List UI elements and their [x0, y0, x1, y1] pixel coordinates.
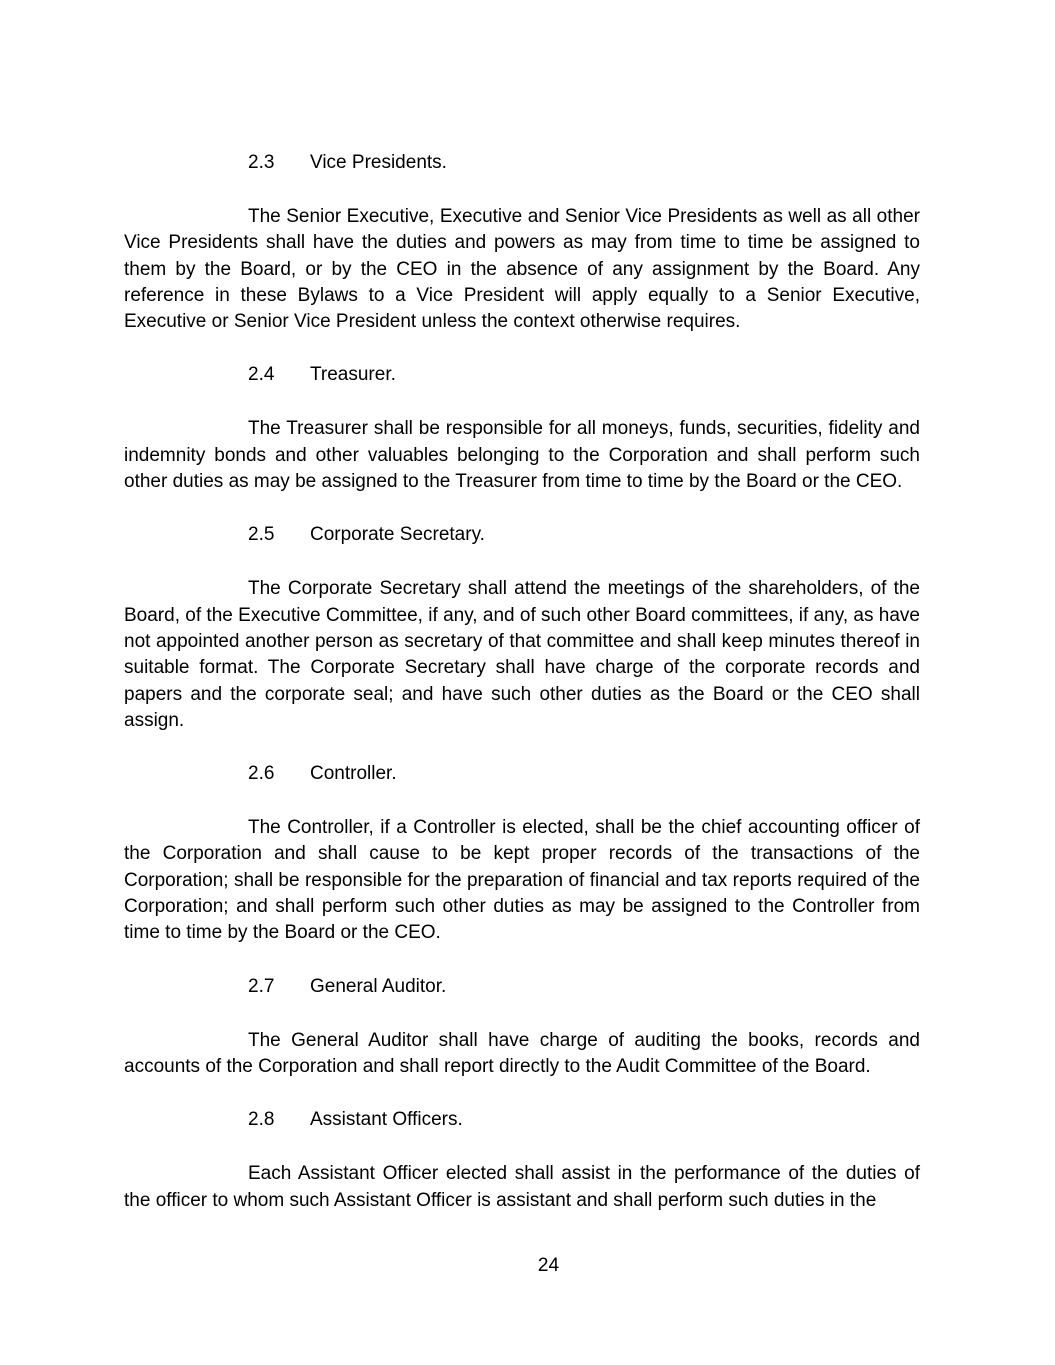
section-number: 2.5 [248, 524, 275, 546]
section-heading [124, 974, 920, 1000]
section-number: 2.4 [248, 364, 275, 386]
section-number: 2.3 [248, 152, 275, 173]
section-body: The Controller, if a Controller is elected, shall be the chief accounting officer of the Corporation and shall cause to be kept proper records of the transactions of the Corporation; shall be responsible for the preparation of financial and tax reports required of the Corporation; and shall perform such other duties as may be assigned to the Controller from time to time by the Board or the CEO. [124, 817, 920, 944]
section-heading [124, 1107, 920, 1133]
section-body: Each Assistant Officer elected shall assist in the performance of the duties of the officer to whom such Assistant Officer is assistant and shall perform such duties in the [124, 1163, 920, 1211]
section-heading [124, 362, 920, 388]
section-heading [124, 761, 920, 787]
section-title: Corporate Secretary. [310, 524, 485, 546]
section-number: 2.8 [248, 1109, 275, 1131]
section-body: The General Auditor shall have charge of auditing the books, records and accounts of the Corporation and shall report directly to the Audit Committee of the Board. [124, 1029, 920, 1077]
section-title: Assistant Officers. [310, 1109, 463, 1131]
section-number: 2.7 [248, 975, 275, 997]
section-heading [124, 150, 920, 176]
section-heading [124, 522, 920, 548]
section-title: Vice Presidents. [310, 152, 447, 173]
section-body: The Corporate Secretary shall attend the meetings of the shareholders, of the Board, of the Executive Committee, if any, and of such other Board committees, if any, as have not appointed another person as secretary of that committee and shall keep minutes thereof in suitable format. The Corporate Secretary shall have charge of the corporate records and papers and the corporate seal; and have such other duties as the Board or the CEO shall assign. [124, 578, 920, 731]
page-content [124, 150, 920, 1241]
section-body: The Treasurer shall be responsible for all moneys, funds, securities, fidelity and indemnity bonds and other valuables belonging to the Corporation and shall perform such other duties as may be assigned to the Treasurer from time to time by the Board or the CEO. [124, 418, 920, 493]
section-title: Treasurer. [310, 364, 396, 386]
section-body: The Senior Executive, Executive and Senior Vice Presidents as well as all other Vice Presidents shall have the duties and powers as may from time to time be assigned to them by the Board, or by the CEO in the absence of any assignment by the Board. Any reference in these Bylaws to a Vice President will apply equally to a Senior Executive, Executive or Senior Vice President unless the context otherwise requires. [124, 206, 920, 333]
section-title: Controller. [310, 763, 397, 785]
section-title: General Auditor. [310, 975, 447, 997]
section-number: 2.6 [248, 763, 275, 785]
page-number: 24 [537, 1255, 560, 1276]
